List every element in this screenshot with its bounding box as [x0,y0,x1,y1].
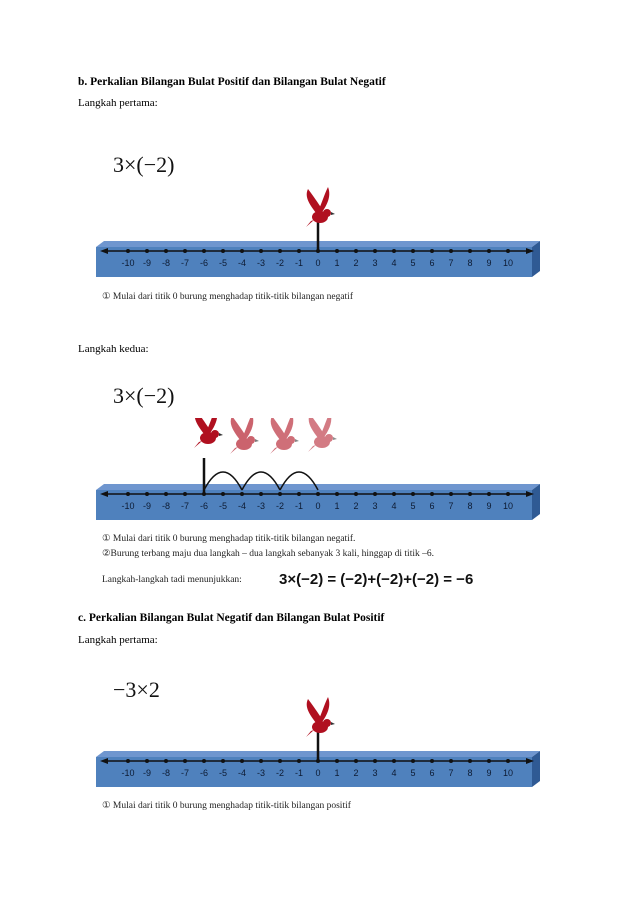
number-line-tick-label: 0 [315,258,321,268]
number-line-tick-label: 3 [372,768,378,778]
number-line-tick [487,492,491,496]
number-line-tick [430,492,434,496]
number-line-tick [278,249,282,253]
number-line-tick-label: -6 [199,768,209,778]
number-line-tick [183,759,187,763]
number-line-tick-label: 9 [486,258,492,268]
number-line-tick-label: 6 [429,258,435,268]
number-line-tick [430,759,434,763]
number-line-figure-3 [92,695,542,795]
number-line-tick [373,759,377,763]
section-c-step1-expression: −3×2 [113,677,160,702]
number-line-tick [506,492,510,496]
number-line-tick-label: -7 [180,258,190,268]
number-line-tick [335,759,339,763]
bird-icon [306,697,335,737]
number-line-tick-label: -8 [161,768,171,778]
number-line-tick [335,492,339,496]
number-line-tick-label: 3 [372,258,378,268]
number-line-tick [278,759,282,763]
bird-icon-ghost [230,418,259,454]
number-line-tick [240,759,244,763]
number-line-tick-label: -5 [218,258,228,268]
number-line-tick [392,759,396,763]
number-line-tick-label: 1 [334,258,340,268]
number-line-tick [373,249,377,253]
number-line-tick [126,249,130,253]
number-line-tick-label: 0 [315,501,321,511]
number-line-tick-label: 9 [486,768,492,778]
number-line-tick [126,759,130,763]
number-line-tick-label: -3 [256,501,266,511]
number-line-tick-label: -6 [199,501,209,511]
number-line-tick [202,249,206,253]
number-line-tick [145,492,149,496]
number-line-figure-1 [92,185,542,285]
section-b-step2-label: Langkah kedua: [78,343,149,355]
number-line-tick-label: 2 [353,501,359,511]
bird-icon [306,187,335,227]
number-line-tick-label: 10 [502,501,514,511]
number-line-tick-label: 8 [467,768,473,778]
number-line-tick-label: -9 [142,258,152,268]
number-line-tick [221,492,225,496]
number-line-tick [354,759,358,763]
section-b-step1-note: ① Mulai dari titik 0 burung menghadap titik-titik bilangan negatif [102,292,353,302]
number-line-tick-label: -3 [256,768,266,778]
number-line-tick-label: 5 [410,258,416,268]
number-line-tick [221,249,225,253]
bird-icon [194,418,223,448]
number-line-tick-label: -2 [275,768,285,778]
number-line-tick [487,759,491,763]
number-line-bar-side [532,484,540,520]
number-line-tick-label: -10 [121,501,135,511]
number-line-tick-label: 8 [467,258,473,268]
number-line-tick [183,492,187,496]
section-b-step2-expression: 3×(−2) [113,383,175,408]
number-line-tick-label: 1 [334,501,340,511]
number-line-tick [297,492,301,496]
number-line-tick-label: -4 [237,501,247,511]
number-line-tick-label: -4 [237,258,247,268]
number-line-tick [449,759,453,763]
number-line-tick [506,759,510,763]
section-b-step2-conclusion-label: Langkah-langkah tadi menunjukkan: [102,575,242,585]
number-line-tick [392,492,396,496]
number-line-tick-label: -6 [199,258,209,268]
number-line-tick-label: 4 [391,768,397,778]
section-b-step1-expression: 3×(−2) [113,152,175,177]
number-line-tick [240,492,244,496]
number-line-tick [259,759,263,763]
number-line-tick [487,249,491,253]
number-line-tick-label: -3 [256,258,266,268]
number-line-tick-label: -10 [121,258,135,268]
section-b-step2-note-1: ① Mulai dari titik 0 burung menghadap titik-titik bilangan negatif. [102,534,356,544]
section-b-step2-equation: 3×(−2) = (−2)+(−2)+(−2) = −6 [279,571,474,588]
section-b-step2-note-2: ②Burung terbang maju dua langkah – dua langkah sebanyak 3 kali, hinggap di titik –6. [102,549,434,559]
number-line-tick-label: -2 [275,258,285,268]
section-c-step1-label: Langkah pertama: [78,634,158,646]
number-line-tick [297,759,301,763]
number-line-tick [278,492,282,496]
number-line-tick [259,492,263,496]
number-line-tick [316,492,320,496]
number-line-tick-label: -5 [218,768,228,778]
number-line-tick-label: -8 [161,258,171,268]
number-line-tick [221,759,225,763]
number-line-tick-label: 10 [502,258,514,268]
bird-icon-ghost [270,418,299,454]
number-line-tick [164,492,168,496]
number-line-tick [126,492,130,496]
number-line-tick-label: 6 [429,768,435,778]
number-line-tick [449,492,453,496]
number-line-tick [468,492,472,496]
section-b-heading: b. Perkalian Bilangan Bulat Positif dan Bilangan Bulat Negatif [78,76,386,88]
number-line-tick-label: -2 [275,501,285,511]
number-line-tick-label: -1 [294,768,304,778]
number-line-tick [506,249,510,253]
bird-icon-ghost [308,418,337,452]
number-line-tick-label: 4 [391,258,397,268]
number-line-tick-label: -1 [294,258,304,268]
section-c-heading: c. Perkalian Bilangan Bulat Negatif dan Bilangan Bulat Positif [78,612,385,624]
number-line-tick [335,249,339,253]
number-line-tick-label: 7 [448,501,454,511]
number-line-tick [449,249,453,253]
number-line-tick [145,759,149,763]
number-line-tick [411,759,415,763]
number-line-tick-label: 7 [448,258,454,268]
number-line-tick [468,249,472,253]
number-line-tick-label: 3 [372,501,378,511]
number-line-tick-label: 7 [448,768,454,778]
number-line-tick-label: 1 [334,768,340,778]
number-line-tick-label: 4 [391,501,397,511]
number-line-tick [354,249,358,253]
number-line-tick [164,249,168,253]
number-line-tick-label: -9 [142,501,152,511]
number-line-tick-label: -10 [121,768,135,778]
number-line-tick [145,249,149,253]
number-line-tick-label: -8 [161,501,171,511]
number-line-tick [411,249,415,253]
number-line-tick [202,759,206,763]
number-line-figure-2 [92,418,542,528]
number-line-tick [354,492,358,496]
number-line-tick [468,759,472,763]
number-line-tick [297,249,301,253]
number-line-tick-label: 0 [315,768,321,778]
number-line-tick-label: 9 [486,501,492,511]
number-line-tick-label: 5 [410,768,416,778]
number-line-tick-label: -5 [218,501,228,511]
number-line-tick [240,249,244,253]
section-c-step1-note: ① Mulai dari titik 0 burung menghadap titik-titik bilangan positif [102,801,351,811]
number-line-tick-label: 8 [467,501,473,511]
number-line-tick-label: -4 [237,768,247,778]
number-line-bar-side [532,751,540,787]
section-b-step1-label: Langkah pertama: [78,97,158,109]
number-line-tick-label: 5 [410,501,416,511]
number-line-tick [392,249,396,253]
number-line-tick [411,492,415,496]
number-line-tick-label: -1 [294,501,304,511]
number-line-tick-label: -7 [180,501,190,511]
number-line-tick-label: -7 [180,768,190,778]
number-line-bar-side [532,241,540,277]
number-line-tick-label: 10 [502,768,514,778]
number-line-tick [183,249,187,253]
number-line-tick-label: 2 [353,768,359,778]
number-line-tick [430,249,434,253]
number-line-tick [164,759,168,763]
number-line-tick-label: 2 [353,258,359,268]
number-line-tick [373,492,377,496]
number-line-tick [259,249,263,253]
number-line-tick-label: -9 [142,768,152,778]
number-line-tick-label: 6 [429,501,435,511]
